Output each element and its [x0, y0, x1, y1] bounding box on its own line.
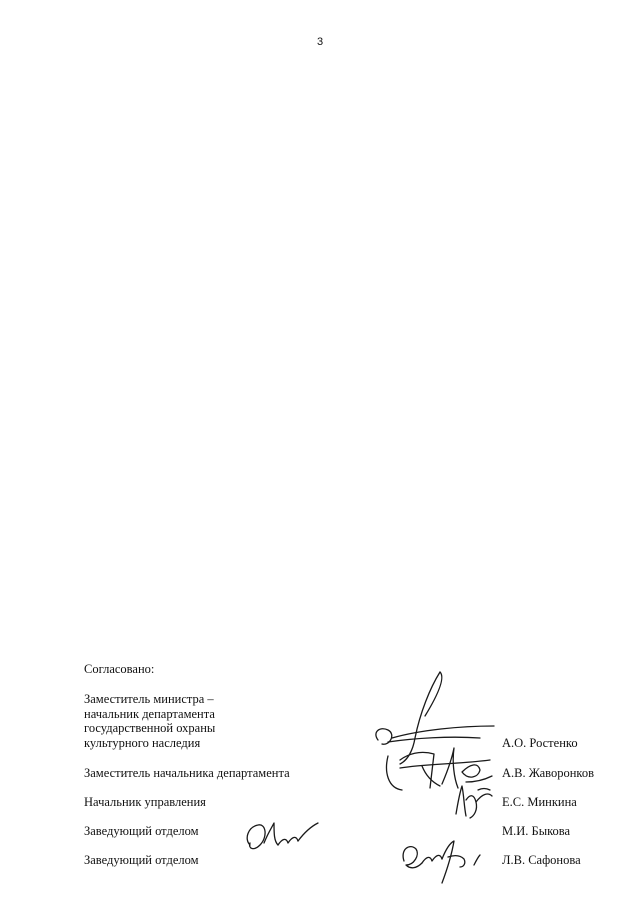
signature-minkina — [448, 780, 498, 822]
signatory-row — [84, 764, 614, 780]
signatory-name: Е.С. Минкина — [502, 794, 577, 809]
signatory-row — [84, 793, 614, 809]
signatory-position: Заместитель начальника департамента — [84, 765, 290, 780]
signatory-name: М.И. Быкова — [502, 823, 571, 838]
approval-heading: Согласовано: — [84, 662, 155, 676]
signatory-position: Начальник управления — [84, 794, 206, 809]
signatory-position: Заведующий отделом — [84, 823, 199, 838]
signatory-position: Заведующий отделом — [84, 852, 199, 867]
signatory-name: А.В. Жаворонков — [502, 765, 595, 780]
signatory-name: Л.В. Сафонова — [502, 852, 581, 867]
signatory-row — [84, 851, 614, 867]
signature-safonova — [396, 835, 486, 887]
signature-bykova — [240, 815, 322, 857]
signatory-row — [84, 822, 614, 838]
signatory-position: Заместитель министра – начальник департамента государственной охраны культурного наследия — [84, 692, 216, 750]
page-number: 3 — [316, 36, 324, 48]
signatory-row — [84, 692, 614, 750]
signatory-name: А.О. Ростенко — [502, 735, 578, 750]
